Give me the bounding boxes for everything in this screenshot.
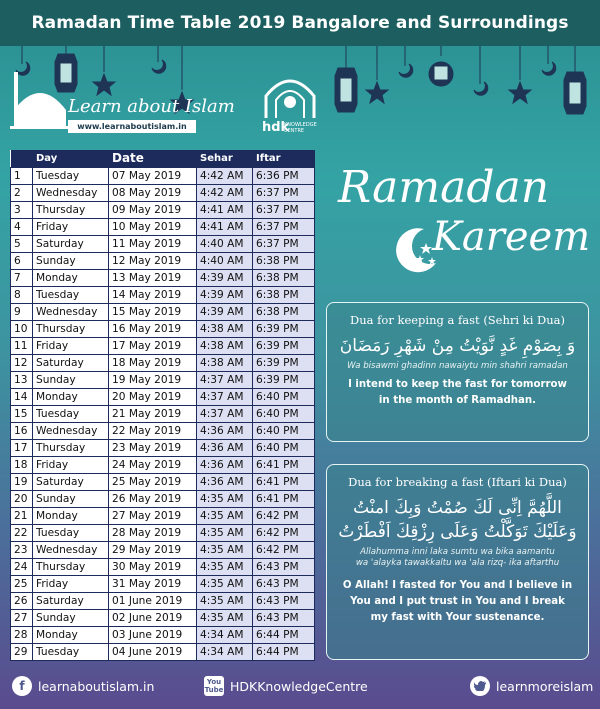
table-row [11,541,315,558]
cell-sehar: 4:38 AM [197,337,253,354]
table-row [11,507,315,524]
dua-iftari-transliteration-line1: Allahumma inni laka sumtu wa bika aamantu [360,547,555,557]
cell-sehar: 4:35 AM [197,609,253,626]
cell-day: Saturday [33,235,109,252]
cell-date: 17 May 2019 [109,337,197,354]
cell-iftar: 6:39 PM [253,354,315,371]
cell-index: 5 [11,235,33,252]
dua-iftari-transliteration-line2: wa 'alayka tawakkaltu wa 'ala rizq- ika aftarthu [355,558,560,568]
cell-day: Friday [33,218,109,235]
table-row [11,524,315,541]
cell-day: Monday [33,507,109,524]
cell-iftar: 6:42 PM [253,541,315,558]
lantern-icon [564,46,586,114]
cell-date: 07 May 2019 [109,167,197,184]
cell-day: Thursday [33,558,109,575]
cell-date: 13 May 2019 [109,269,197,286]
cell-day: Saturday [33,473,109,490]
cell-iftar: 6:43 PM [253,558,315,575]
table-row [11,303,315,320]
dua-iftari-arabic-line2: وَعَلَيْكَ تَوَكَّلْتُ وَعَلَى رِزْقِكَ اَفْطَرْتُ [338,522,577,542]
cell-iftar: 6:37 PM [253,184,315,201]
cell-sehar: 4:35 AM [197,507,253,524]
cell-index: 7 [11,269,33,286]
cell-date: 24 May 2019 [109,456,197,473]
cell-day: Thursday [33,439,109,456]
cell-index: 14 [11,388,33,405]
cell-index: 21 [11,507,33,524]
cell-date: 21 May 2019 [109,405,197,422]
table-row [11,439,315,456]
cell-index: 25 [11,575,33,592]
cell-day: Tuesday [33,167,109,184]
logo-text: Learn about Islam [68,96,235,117]
cell-date: 30 May 2019 [109,558,197,575]
table-row [11,456,315,473]
cell-day: Saturday [33,592,109,609]
cell-index: 16 [11,422,33,439]
cell-iftar: 6:41 PM [253,490,315,507]
cell-date: 18 May 2019 [109,354,197,371]
cell-day: Wednesday [33,541,109,558]
cell-day: Saturday [33,354,109,371]
cell-sehar: 4:36 AM [197,422,253,439]
dua-iftari-arabic-line1: اللَّهُمَّ اِنِّى لَكَ صُمْتُ وَبِكَ امنْتُ [353,498,562,518]
table-row [11,235,315,252]
cell-index: 22 [11,524,33,541]
cell-sehar: 4:38 AM [197,320,253,337]
cell-sehar: 4:35 AM [197,524,253,541]
cell-iftar: 6:36 PM [253,167,315,184]
footer-youtube[interactable] [204,673,368,699]
greeting-ramadan: Ramadan [338,162,550,213]
cell-iftar: 6:44 PM [253,643,315,660]
cell-date: 11 May 2019 [109,235,197,252]
cell-sehar: 4:37 AM [197,371,253,388]
col-header-day: Day [33,150,109,167]
cell-index: 17 [11,439,33,456]
footer-twitter[interactable] [470,673,593,699]
logo-url: www.learnaboutislam.in [68,120,196,133]
cell-iftar: 6:41 PM [253,473,315,490]
table-row [11,643,315,660]
cell-index: 19 [11,473,33,490]
cell-sehar: 4:36 AM [197,439,253,456]
cell-iftar: 6:41 PM [253,456,315,473]
mosque-icon [10,70,70,130]
cell-sehar: 4:41 AM [197,201,253,218]
cell-sehar: 4:34 AM [197,643,253,660]
col-header-index [11,150,33,167]
table-row [11,201,315,218]
cell-index: 3 [11,201,33,218]
table-row [11,558,315,575]
cell-index: 23 [11,541,33,558]
cell-index: 26 [11,592,33,609]
cell-index: 18 [11,456,33,473]
hdk-subtitle: KNOWLEDGE CENTRE [284,122,317,134]
cell-index: 24 [11,558,33,575]
lantern-icon [429,46,453,86]
cell-day: Wednesday [33,422,109,439]
table-row [11,388,315,405]
cell-sehar: 4:41 AM [197,218,253,235]
cell-date: 14 May 2019 [109,286,197,303]
lantern-icon [335,46,357,112]
dua-sehri-english: I intend to keep the fast for tomorrow in the month of Ramadhan. [348,379,567,406]
cell-sehar: 4:39 AM [197,269,253,286]
twitter-handle: learnmoreislam [496,678,594,694]
cell-day: Friday [33,337,109,354]
cell-date: 08 May 2019 [109,184,197,201]
dua-sehri-box [326,302,589,442]
cell-iftar: 6:42 PM [253,524,315,541]
cell-sehar: 4:37 AM [197,388,253,405]
youtube-handle: HDKKnowledgeCentre [230,678,368,694]
crescent-icon [399,64,413,77]
table-row [11,575,315,592]
table-row [11,269,315,286]
cell-date: 15 May 2019 [109,303,197,320]
dua-iftari-title: Dua for breaking a fast (Iftari ki Dua) [348,475,567,489]
cell-iftar: 6:42 PM [253,507,315,524]
cell-date: 29 May 2019 [109,541,197,558]
facebook-handle: learnaboutislam.in [38,678,155,694]
cell-sehar: 4:42 AM [197,184,253,201]
table-row [11,354,315,371]
table-row [11,167,315,184]
cell-day: Thursday [33,320,109,337]
table-row [11,371,315,388]
cell-sehar: 4:36 AM [197,456,253,473]
cell-date: 16 May 2019 [109,320,197,337]
table-row [11,184,315,201]
table-row [11,626,315,643]
table-row [11,473,315,490]
cell-date: 02 June 2019 [109,609,197,626]
cell-iftar: 6:38 PM [253,303,315,320]
cell-index: 6 [11,252,33,269]
dua-iftari-english: O Allah! I fasted for You and I believe in You and I put trust in You and I break my fast with Your sustenance. [342,580,573,623]
cell-index: 8 [11,286,33,303]
cell-day: Monday [33,388,109,405]
table-row [11,286,315,303]
cell-day: Tuesday [33,286,109,303]
cell-day: Friday [33,575,109,592]
cell-sehar: 4:35 AM [197,592,253,609]
cell-sehar: 4:39 AM [197,286,253,303]
cell-sehar: 4:35 AM [197,558,253,575]
cell-iftar: 6:39 PM [253,320,315,337]
cell-date: 09 May 2019 [109,201,197,218]
cell-iftar: 6:38 PM [253,252,315,269]
cell-sehar: 4:34 AM [197,626,253,643]
hdk-mark: hdk [262,120,290,135]
cell-iftar: 6:43 PM [253,575,315,592]
cell-index: 11 [11,337,33,354]
crescent-icon [542,62,556,75]
table-row [11,252,315,269]
cell-day: Tuesday [33,643,109,660]
cell-day: Monday [33,269,109,286]
dua-sehri-arabic: وَ بِصَوْمِ غَدٍ نَّوَيْتُ مِنْ شَهْرِ رَمَضَانَ [339,336,576,356]
cell-index: 27 [11,609,33,626]
cell-iftar: 6:44 PM [253,626,315,643]
cell-date: 25 May 2019 [109,473,197,490]
cell-index: 12 [11,354,33,371]
cell-iftar: 6:40 PM [253,405,315,422]
cell-date: 26 May 2019 [109,490,197,507]
cell-day: Sunday [33,490,109,507]
cell-index: 20 [11,490,33,507]
col-header-sehar: Sehar [197,150,253,167]
footer-facebook[interactable] [12,673,154,699]
cell-day: Sunday [33,609,109,626]
twitter-icon [470,676,490,696]
cell-day: Sunday [33,252,109,269]
dua-sehri-transliteration: Wa bisawmi ghadinn nawaiytu min shahri ramadan [347,361,568,371]
crescent-icon [474,82,488,95]
cell-iftar: 6:43 PM [253,609,315,626]
page-title: Ramadan Time Table 2019 Bangalore and Surroundings [0,0,600,46]
cell-sehar: 4:38 AM [197,354,253,371]
facebook-icon: f [12,676,32,696]
table-row [11,405,315,422]
cell-date: 28 May 2019 [109,524,197,541]
learn-about-islam-logo [10,70,235,132]
cell-day: Wednesday [33,303,109,320]
cell-index: 9 [11,303,33,320]
timetable [10,150,315,661]
cell-date: 20 May 2019 [109,388,197,405]
cell-date: 03 June 2019 [109,626,197,643]
cell-sehar: 4:42 AM [197,167,253,184]
cell-index: 13 [11,371,33,388]
cell-iftar: 6:39 PM [253,337,315,354]
cell-iftar: 6:40 PM [253,422,315,439]
star-icon [509,82,531,103]
cell-iftar: 6:37 PM [253,235,315,252]
star-icon [366,82,388,103]
table-row [11,422,315,439]
cell-iftar: 6:39 PM [253,371,315,388]
youtube-icon: You Tube [204,678,224,694]
cell-date: 04 June 2019 [109,643,197,660]
cell-iftar: 6:37 PM [253,218,315,235]
cell-sehar: 4:35 AM [197,575,253,592]
cell-iftar: 6:38 PM [253,269,315,286]
cell-index: 29 [11,643,33,660]
cell-index: 1 [11,167,33,184]
cell-sehar: 4:40 AM [197,252,253,269]
cell-date: 10 May 2019 [109,218,197,235]
cell-index: 15 [11,405,33,422]
cell-index: 2 [11,184,33,201]
cell-sehar: 4:37 AM [197,405,253,422]
cell-date: 31 May 2019 [109,575,197,592]
hdk-logo [258,68,322,140]
dua-iftari-box [326,464,589,660]
cell-iftar: 6:37 PM [253,201,315,218]
cell-day: Tuesday [33,524,109,541]
cell-index: 10 [11,320,33,337]
cell-day: Tuesday [33,405,109,422]
table-row [11,337,315,354]
table-row [11,592,315,609]
dua-sehri-title: Dua for keeping a fast (Sehri ki Dua) [350,313,565,327]
table-header-row [11,150,315,167]
cell-iftar: 6:40 PM [253,439,315,456]
cell-iftar: 6:40 PM [253,388,315,405]
cell-date: 19 May 2019 [109,371,197,388]
table-row [11,609,315,626]
table-row [11,490,315,507]
cell-date: 22 May 2019 [109,422,197,439]
greeting-kareem: Kareem [432,214,591,260]
col-header-date: Date [109,150,197,167]
col-header-iftar: Iftar [253,150,315,167]
cell-sehar: 4:35 AM [197,490,253,507]
cell-day: Friday [33,456,109,473]
cell-sehar: 4:36 AM [197,473,253,490]
cell-sehar: 4:40 AM [197,235,253,252]
cell-iftar: 6:38 PM [253,286,315,303]
cell-day: Thursday [33,201,109,218]
cell-index: 28 [11,626,33,643]
cell-day: Wednesday [33,184,109,201]
cell-sehar: 4:35 AM [197,541,253,558]
dome-icon [258,68,322,120]
cell-date: 23 May 2019 [109,439,197,456]
cell-date: 12 May 2019 [109,252,197,269]
cell-day: Monday [33,626,109,643]
table-row [11,218,315,235]
cell-date: 01 June 2019 [109,592,197,609]
cell-date: 27 May 2019 [109,507,197,524]
cell-index: 4 [11,218,33,235]
table-row [11,320,315,337]
cell-iftar: 6:43 PM [253,592,315,609]
cell-day: Sunday [33,371,109,388]
cell-sehar: 4:39 AM [197,303,253,320]
